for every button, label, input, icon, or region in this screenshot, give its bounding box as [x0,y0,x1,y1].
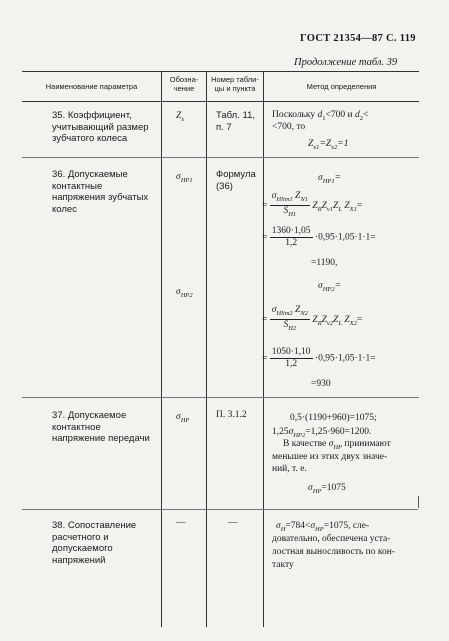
row-36-ref: Формула (36) [216,169,256,192]
row-37-line6: $\sigma_{HP}=1075$ [308,483,346,495]
row-37-symbol: $\sigma_{HP}$ [176,412,190,424]
row-35-bottom-border [22,157,419,158]
row-35-ref: Табл. 11, п. 7 [216,110,255,133]
page-header: ГОСТ 21354—87 С. 119 [300,33,416,44]
row-38-symbol: — [176,518,186,528]
row-36-formula-hp1: $\sigma_{HP1}=$ [318,173,342,185]
row-37-line1: 0,5·(1190+960)=1075; [290,413,377,423]
row-35-method-line1: Поскольку $d_1<700$ и $d_2<$ [272,110,369,122]
column-divider-1 [161,71,162,627]
row-38-line4: такту [272,560,294,570]
column-header-parameter: Наименование параметра [45,82,138,91]
row-35-symbol: $Z_x$ [176,111,185,123]
row-36-symbol-2: $\sigma_{HP2}$ [176,287,193,299]
column-divider-2 [206,71,207,627]
row-36-bottom-border [22,397,419,398]
row-36-formula-2-numeric: = $\frac{1050\cdot 1,10}{1,2}$ ·0,95·1,05·1·1= [262,347,376,369]
row-37-bottom-border [22,509,418,510]
row-36-result-1: =1190, [311,258,338,268]
row-37-line3: В качестве $\sigma_{HP}$ принимают [283,439,391,451]
row-37-line5: ний, т. е. [272,464,307,474]
row-37-ref: П. 3.1.2 [216,410,247,420]
table-continuation-label: Продолжение табл. 39 [294,57,398,68]
row-38-parameter: 38. Сопоставление расчетного и допускаемого напряжений [52,520,137,566]
row-35-parameter: 35. Коэффициент, учитывающий размер зубчатого колеса [52,110,149,144]
bracket-mark [410,496,419,508]
row-35-method-line1b: <700, то [272,122,306,132]
row-36-parameter: 36. Допускаемые контактные напряжения зубчатых колес [52,169,149,215]
row-37-line4: меньшее из этих двух значе- [272,452,388,462]
table-top-border [22,71,419,72]
row-36-result-2: =930 [311,379,331,389]
column-header-method: Метод определения [306,82,377,91]
row-38-line2: довательно, обеспечена уста- [272,534,391,544]
row-38-ref: — [228,518,238,528]
column-header-symbol: Обозна- чение [169,75,199,93]
column-header-ref: Номер табли- цы и пункта [211,75,259,93]
row-37-parameter: 37. Допускаемое контактное напряжение передачи [52,410,150,444]
row-36-symbol-1: $\sigma_{HP1}$ [176,172,193,184]
row-35-method-line2: $Z_{x1}=Z_{x2}=1$ [308,139,349,151]
row-37-line2: $1,25\sigma_{HP2}=1,25\cdot 960=1200$. [272,427,372,439]
row-36-formula-hp2: $\sigma_{HP2}=$ [318,281,342,293]
row-36-formula-1-numeric: = $\frac{1360\cdot 1,05}{1,2}$ ·0,95·1,05·1·1= [262,226,376,248]
row-36-formula-2-expanded: = $\frac{\sigma_{Hlim2} Z_{N2}}{S_{H2}}$ $Z_RZ_{v2}Z_L$ $Z_{X2}=$ [262,305,363,332]
row-38-line1: $\sigma_H=784<\sigma_{HP}=1075$, сле- [276,521,370,533]
table-header-bottom-border [22,101,419,102]
row-36-formula-1-expanded: = $\frac{\sigma_{Hlim1} Z_{N1}}{S_{H1}}$ $Z_RZ_{v1}Z_L$ $Z_{X1}=$ [262,191,363,218]
row-38-line3: лостная выносливость по кон- [272,547,395,557]
